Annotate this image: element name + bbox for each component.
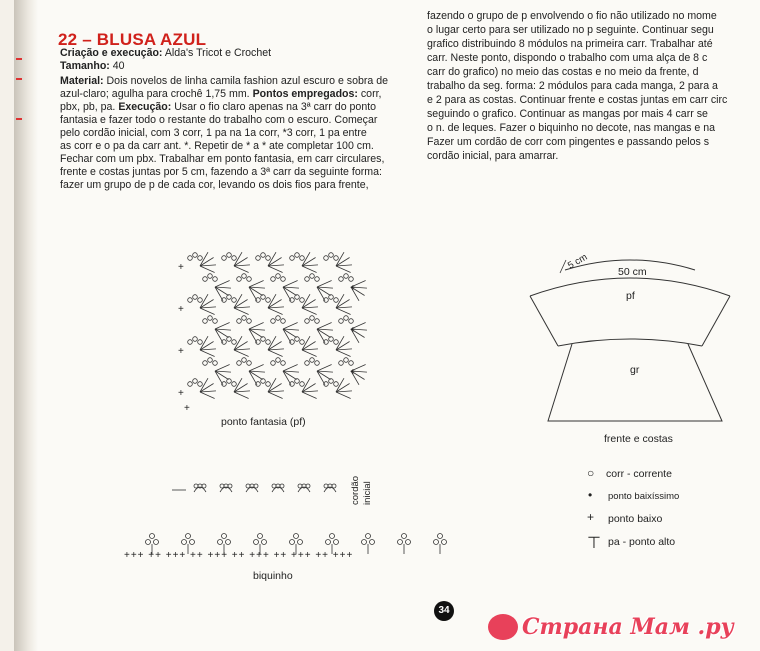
fan-motif xyxy=(222,336,250,356)
body-text-line: Fechar com um pbx. Trabalhar em ponto fantasia, em carr circulares, xyxy=(60,153,385,165)
picot-circle xyxy=(262,540,267,545)
credit-line: Criação e execução: Alda's Tricot e Crochet xyxy=(60,47,272,59)
fantasia-caption: ponto fantasia (pf) xyxy=(221,416,306,428)
watermark-text: Страна Мам .ру xyxy=(522,614,734,640)
width-label: 50 cm xyxy=(618,266,647,278)
body-outline xyxy=(548,344,722,421)
fan-motif xyxy=(222,378,250,398)
fan-motif xyxy=(256,252,284,272)
body-text-line: o lugar certo para ser utilizado no p seguinte. Continuar segu xyxy=(427,24,714,36)
chain-circle xyxy=(306,484,310,488)
margin-mark xyxy=(16,118,22,120)
picot-circle xyxy=(294,534,299,539)
chain-circle xyxy=(194,484,198,488)
chain-circle xyxy=(202,484,206,488)
body-text-line: grafico distribuindo 8 módulos na primeira carr. Trabalhar até xyxy=(427,38,713,50)
body-text-line: carr. Neste ponto, dispondo o trabalho com uma alça de 8 c xyxy=(427,52,708,64)
material-line: Material: Dois novelos de linha camila fashion azul escuro e sobra de xyxy=(60,75,389,87)
picot-circle xyxy=(222,534,227,539)
plus-symbol: + xyxy=(350,283,356,294)
page-gutter xyxy=(14,0,38,651)
picot-circle xyxy=(150,534,155,539)
page-number: 34 xyxy=(434,601,454,621)
fan-motif xyxy=(188,336,216,356)
plus-symbol: + xyxy=(350,367,356,378)
cordao-inicial-chart xyxy=(172,480,362,500)
plus-symbol: + xyxy=(178,346,184,357)
body-text-line: e 2 para as costas. Continuar frente e costas juntas em carr circ xyxy=(427,94,728,106)
fan-motif xyxy=(324,378,352,398)
chain-circle xyxy=(324,484,328,488)
fan-motif xyxy=(324,252,352,272)
fan-motif xyxy=(256,336,284,356)
picot-circle xyxy=(258,534,263,539)
legend-pa: pa - ponto alto xyxy=(608,536,676,548)
body-text-line: as corr e o pa da carr ant. *. Repetir de * a * ate completar 100 cm. xyxy=(60,140,374,152)
right-sleeve-edge xyxy=(702,296,730,346)
picot-circle xyxy=(190,540,195,545)
fan-motif xyxy=(222,294,250,314)
size-line: Tamanho: 40 xyxy=(60,60,125,72)
fan-motif xyxy=(188,378,216,398)
fan-motif xyxy=(256,294,284,314)
plus-icon: + xyxy=(587,510,595,524)
plus-symbol: + xyxy=(184,403,190,414)
margin-mark xyxy=(16,58,22,60)
dot-icon: • xyxy=(588,488,593,502)
picot-circle xyxy=(218,540,223,545)
fan-motif xyxy=(188,294,216,314)
chain-circle xyxy=(228,484,232,488)
depth-label: 5 cm xyxy=(566,251,590,272)
body-text-line: carr do grafico) no meio das costas e no meio da frente, d xyxy=(427,66,699,78)
picot-circle xyxy=(182,540,187,545)
tall-stitch-icon: ⊤ xyxy=(587,535,601,552)
fan-motif xyxy=(188,252,216,272)
garment-schematic xyxy=(520,258,740,433)
body-text-line: pelo cordão inicial, com 3 corr, 1 pa na 1a corr, *3 corr, 1 pa entre xyxy=(60,127,367,139)
picot-circle xyxy=(402,534,407,539)
fan-motif xyxy=(290,378,318,398)
body-text-line: frente e costas juntas por 5 cm, fazendo a 3ª carr da seguinte forma: xyxy=(60,166,382,178)
picot-circle xyxy=(366,534,371,539)
legend-pbx: ponto baixíssimo xyxy=(608,491,680,502)
picot-circle xyxy=(186,534,191,539)
plus-symbol: + xyxy=(178,388,184,399)
picot-circle xyxy=(370,540,375,545)
plus-row: +++ ++ +++ ++ +++ ++ +++ ++ +++ ++ +++ xyxy=(124,550,354,561)
body-text-line: cordão inicial, para amarrar. xyxy=(427,150,559,162)
picot-circle xyxy=(406,540,411,545)
left-sleeve-edge xyxy=(530,296,558,346)
fan-motif xyxy=(324,336,352,356)
plus-symbol: + xyxy=(178,262,184,273)
body-text-line: seguindo o grafico. Continuar as mangas por mais 4 carr se xyxy=(427,108,708,120)
fan-motif xyxy=(256,378,284,398)
picot-circle xyxy=(154,540,159,545)
picot-circle xyxy=(362,540,367,545)
yoke-label: pf xyxy=(626,290,635,302)
fan-motif xyxy=(324,294,352,314)
fan-motif xyxy=(290,294,318,314)
biquinho-chart xyxy=(122,530,442,570)
watermark-logo xyxy=(488,614,518,640)
chain-circle xyxy=(332,484,336,488)
body-text-line: fazendo o grupo de p envolvendo o fio não utilizado no mome xyxy=(427,10,717,22)
picot-circle xyxy=(254,540,259,545)
picot-circle xyxy=(434,540,439,545)
picot-circle xyxy=(334,540,339,545)
picot-circle xyxy=(226,540,231,545)
body-text-line: fantasia e fazer todo o restante do trabalho com o escuro. Começar xyxy=(60,114,378,126)
plus-symbol: + xyxy=(178,304,184,315)
fan-motif xyxy=(290,336,318,356)
chain-circle xyxy=(272,484,276,488)
body-text-line: fazer um grupo de p de cada cor, levando os dois fios para frente, xyxy=(60,179,369,191)
body-text-line: o n. de leques. Fazer o biquinho no decote, nas mangas e na xyxy=(427,122,715,134)
picot-circle xyxy=(330,534,335,539)
picot-circle xyxy=(298,540,303,545)
chain-circle xyxy=(298,484,302,488)
plus-symbol: + xyxy=(350,325,356,336)
fan-motif xyxy=(290,252,318,272)
circle-icon: ○ xyxy=(587,466,595,480)
yoke-bottom xyxy=(558,339,702,346)
legend-pb: ponto baixo xyxy=(608,513,663,525)
picot-circle xyxy=(398,540,403,545)
body-text-line: Fazer um cordão de corr com pingentes e passando pelos s xyxy=(427,136,710,148)
chain-circle xyxy=(246,484,250,488)
margin-mark xyxy=(16,78,22,80)
chain-circle xyxy=(220,484,224,488)
picot-circle xyxy=(290,540,295,545)
picot-circle xyxy=(438,534,443,539)
cordao-label: cordão xyxy=(350,475,361,505)
body-label: gr xyxy=(630,364,640,376)
picot-circle xyxy=(326,540,331,545)
execution-line: pbx, pb, pa. Execução: Usar o fio claro apenas na 3ª carr do ponto xyxy=(60,101,377,113)
biquinho-caption: biquinho xyxy=(253,570,293,582)
fan-motif xyxy=(222,252,250,272)
inicial-label: inicial xyxy=(362,481,373,505)
body-text-line: trabalho da seg. forma: 2 módulos para cada manga, 2 para a xyxy=(427,80,718,92)
legend-corr: corr - corrente xyxy=(606,468,672,480)
schematic-caption: frente e costas xyxy=(604,433,673,445)
pattern-title: 22 – BLUSA AZUL xyxy=(58,30,207,49)
picot-circle xyxy=(146,540,151,545)
ponto-fantasia-chart xyxy=(178,246,378,416)
material-line-2: azul-claro; agulha para crochê 1,75 mm. Pontos empregados: corr, xyxy=(60,88,382,100)
chain-circle xyxy=(280,484,284,488)
chain-circle xyxy=(254,484,258,488)
